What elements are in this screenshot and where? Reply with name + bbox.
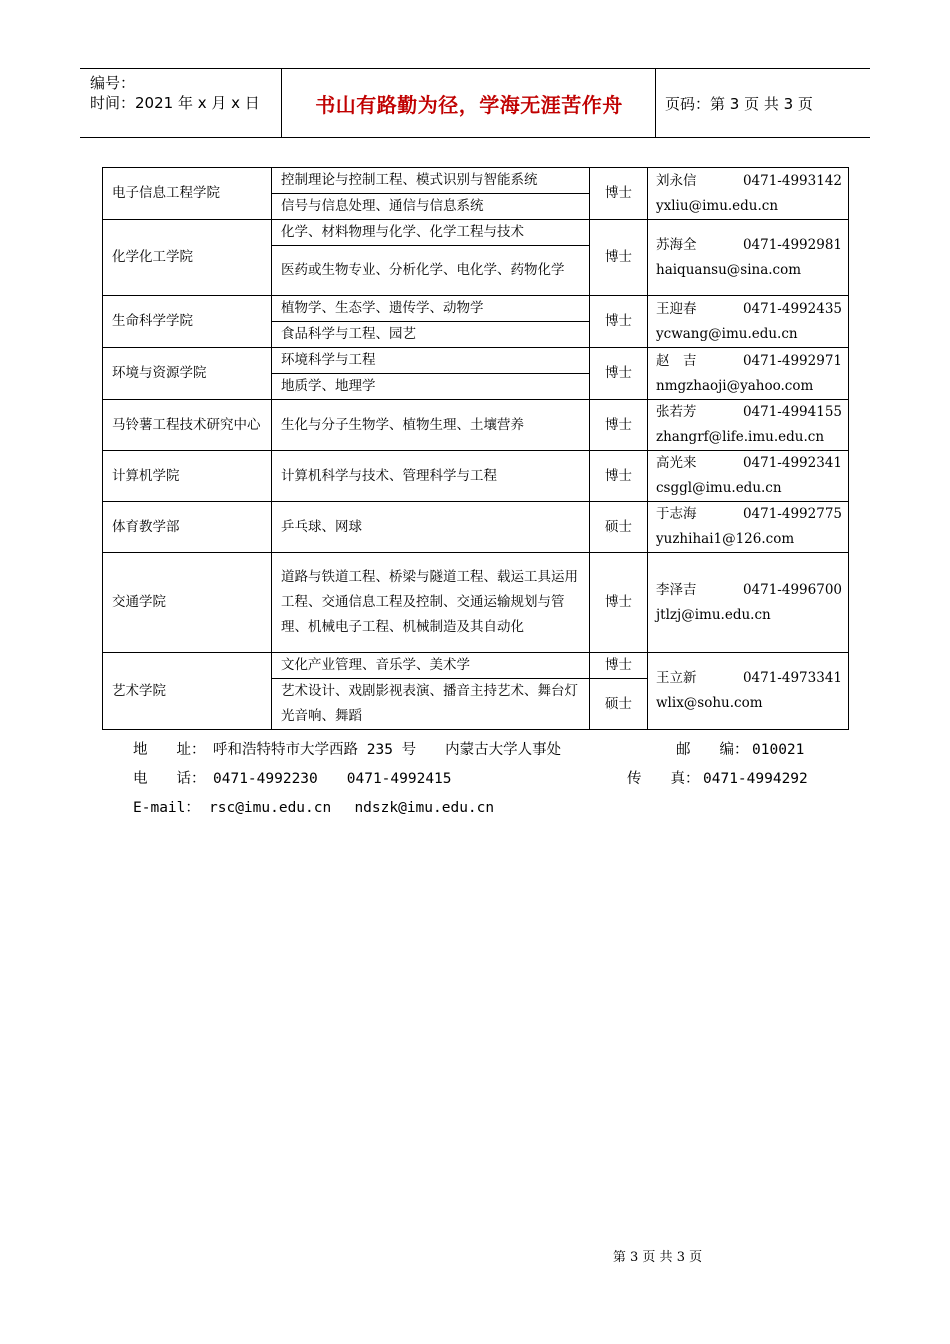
email-row	[133, 794, 823, 823]
college-cell: 交通学院	[103, 553, 272, 653]
phone-value: 0471-4992230 0471-4992415	[213, 771, 452, 787]
degree-cell: 博士	[590, 348, 648, 400]
degree-cell: 硕士	[590, 502, 648, 553]
contact-phone: 0471-4992341	[742, 455, 842, 471]
contact-email: zhangrf@life.imu.edu.cn	[656, 429, 825, 445]
major-cell: 医药或生物专业、分析化学、电化学、药物化学	[272, 246, 590, 296]
degree-cell: 博士	[590, 168, 648, 220]
college-cell: 环境与资源学院	[103, 348, 272, 400]
time-label: 时间：2021 年 x 月 x 日	[90, 94, 260, 112]
contact-name: 苏海全	[656, 236, 697, 253]
contact-cell	[648, 220, 849, 296]
contact-cell	[648, 451, 849, 502]
degree-cell: 博士	[590, 220, 648, 296]
contact-cell	[648, 502, 849, 553]
major-cell: 食品科学与工程、园艺	[272, 322, 590, 348]
college-cell: 电子信息工程学院	[103, 168, 272, 220]
postcode-value: 010021	[752, 742, 805, 758]
college-cell: 艺术学院	[103, 653, 272, 730]
contact-table	[102, 167, 849, 730]
address-row	[133, 736, 823, 765]
contact-name: 王立新	[656, 670, 697, 686]
phone-label: 电 话：	[133, 771, 206, 787]
degree-cell: 博士	[590, 451, 648, 502]
contact-name: 赵 吉	[656, 352, 697, 369]
table-row	[103, 553, 849, 653]
major-cell: 艺术设计、戏剧影视表演、播音主持艺术、舞台灯光音响、舞蹈	[272, 679, 590, 730]
contact-name: 刘永信	[656, 172, 697, 189]
table-row	[103, 400, 849, 451]
contact-email: nmgzhaoji@yahoo.com	[656, 377, 814, 394]
college-cell: 生命科学学院	[103, 296, 272, 348]
major-cell: 生化与分子生物学、植物生理、土壤营养	[272, 400, 590, 451]
contact-email: csggl@imu.edu.cn	[656, 480, 782, 496]
table-row	[103, 451, 849, 502]
email-label: E-mail：	[133, 800, 200, 816]
table-row	[103, 502, 849, 553]
contact-cell	[648, 553, 849, 653]
page-number-footer: 第 3 页 共 3 页	[612, 1250, 703, 1265]
code-label: 编号：	[90, 74, 136, 92]
contact-email: haiquansu@sina.com	[656, 261, 802, 278]
college-cell: 化学化工学院	[103, 220, 272, 296]
degree-cell: 硕士	[590, 679, 648, 730]
email-value: rsc@imu.edu.cn ndszk@imu.edu.cn	[209, 800, 495, 816]
header-motto: 书山有路勤为径，学海无涯苦作舟	[315, 92, 623, 117]
contact-phone: 0471-4996700	[742, 581, 842, 598]
contact-email: yuzhihai1@126.com	[656, 531, 795, 547]
college-cell: 马铃薯工程技术研究中心	[103, 400, 272, 451]
major-cell: 植物学、生态学、遗传学、动物学	[272, 296, 590, 322]
college-cell: 体育教学部	[103, 502, 272, 553]
address-label: 地 址：	[133, 742, 206, 758]
major-cell: 环境科学与工程	[272, 348, 590, 374]
table-row	[103, 653, 849, 679]
contact-name: 李泽吉	[656, 581, 697, 598]
contact-phone: 0471-4992435	[742, 300, 842, 317]
header-divider	[655, 69, 656, 137]
contact-email: ycwang@imu.edu.cn	[656, 325, 798, 342]
contact-cell	[648, 400, 849, 451]
fax-label: 传 真：	[627, 771, 700, 787]
contact-name: 高光来	[656, 455, 697, 471]
contact-phone: 0471-4992775	[742, 506, 842, 522]
table-row	[103, 348, 849, 374]
postcode-label: 邮 编：	[676, 742, 749, 758]
major-cell: 文化产业管理、音乐学、美术学	[272, 653, 590, 679]
degree-cell: 博士	[590, 553, 648, 653]
header-meta	[90, 73, 260, 113]
major-cell: 化学、材料物理与化学、化学工程与技术	[272, 220, 590, 246]
college-cell: 计算机学院	[103, 451, 272, 502]
contact-phone: 0471-4992971	[742, 352, 842, 369]
contact-phone: 0471-4994155	[742, 404, 842, 420]
table-row	[103, 168, 849, 194]
page-header	[80, 68, 870, 138]
contact-cell	[648, 296, 849, 348]
address-value: 呼和浩特特市大学西路 235 号 内蒙古大学人事处	[213, 742, 562, 758]
contact-name: 王迎春	[656, 300, 697, 317]
major-cell: 计算机科学与技术、管理科学与工程	[272, 451, 590, 502]
contact-phone: 0471-4993142	[742, 172, 842, 189]
header-page-info: 页码：第 3 页 共 3 页	[665, 94, 813, 113]
degree-cell: 博士	[590, 653, 648, 679]
major-cell: 乒乓球、网球	[272, 502, 590, 553]
phone-row	[133, 765, 823, 794]
table-row	[103, 296, 849, 322]
footer-contact	[133, 736, 823, 823]
degree-cell: 博士	[590, 296, 648, 348]
major-cell: 地质学、地理学	[272, 374, 590, 400]
contact-email: yxliu@imu.edu.cn	[656, 197, 779, 214]
contact-cell	[648, 168, 849, 220]
contact-name: 于志海	[656, 506, 697, 522]
contact-phone: 0471-4992981	[742, 236, 842, 253]
major-cell: 信号与信息处理、通信与信息系统	[272, 194, 590, 220]
table-row	[103, 220, 849, 246]
contact-phone: 0471-4973341	[742, 670, 842, 686]
contact-email: wlix@sohu.com	[656, 695, 763, 711]
major-cell: 控制理论与控制工程、模式识别与智能系统	[272, 168, 590, 194]
major-cell: 道路与铁道工程、桥梁与隧道工程、载运工具运用工程、交通信息工程及控制、交通运输规划与管理、机械电子工程、机械制造及其自动化	[272, 553, 590, 653]
contact-cell	[648, 653, 849, 730]
fax-value: 0471-4994292	[703, 771, 808, 787]
contact-name: 张若芳	[656, 404, 697, 420]
degree-cell: 博士	[590, 400, 648, 451]
contact-cell	[648, 348, 849, 400]
contact-email: jtlzj@imu.edu.cn	[656, 606, 771, 623]
